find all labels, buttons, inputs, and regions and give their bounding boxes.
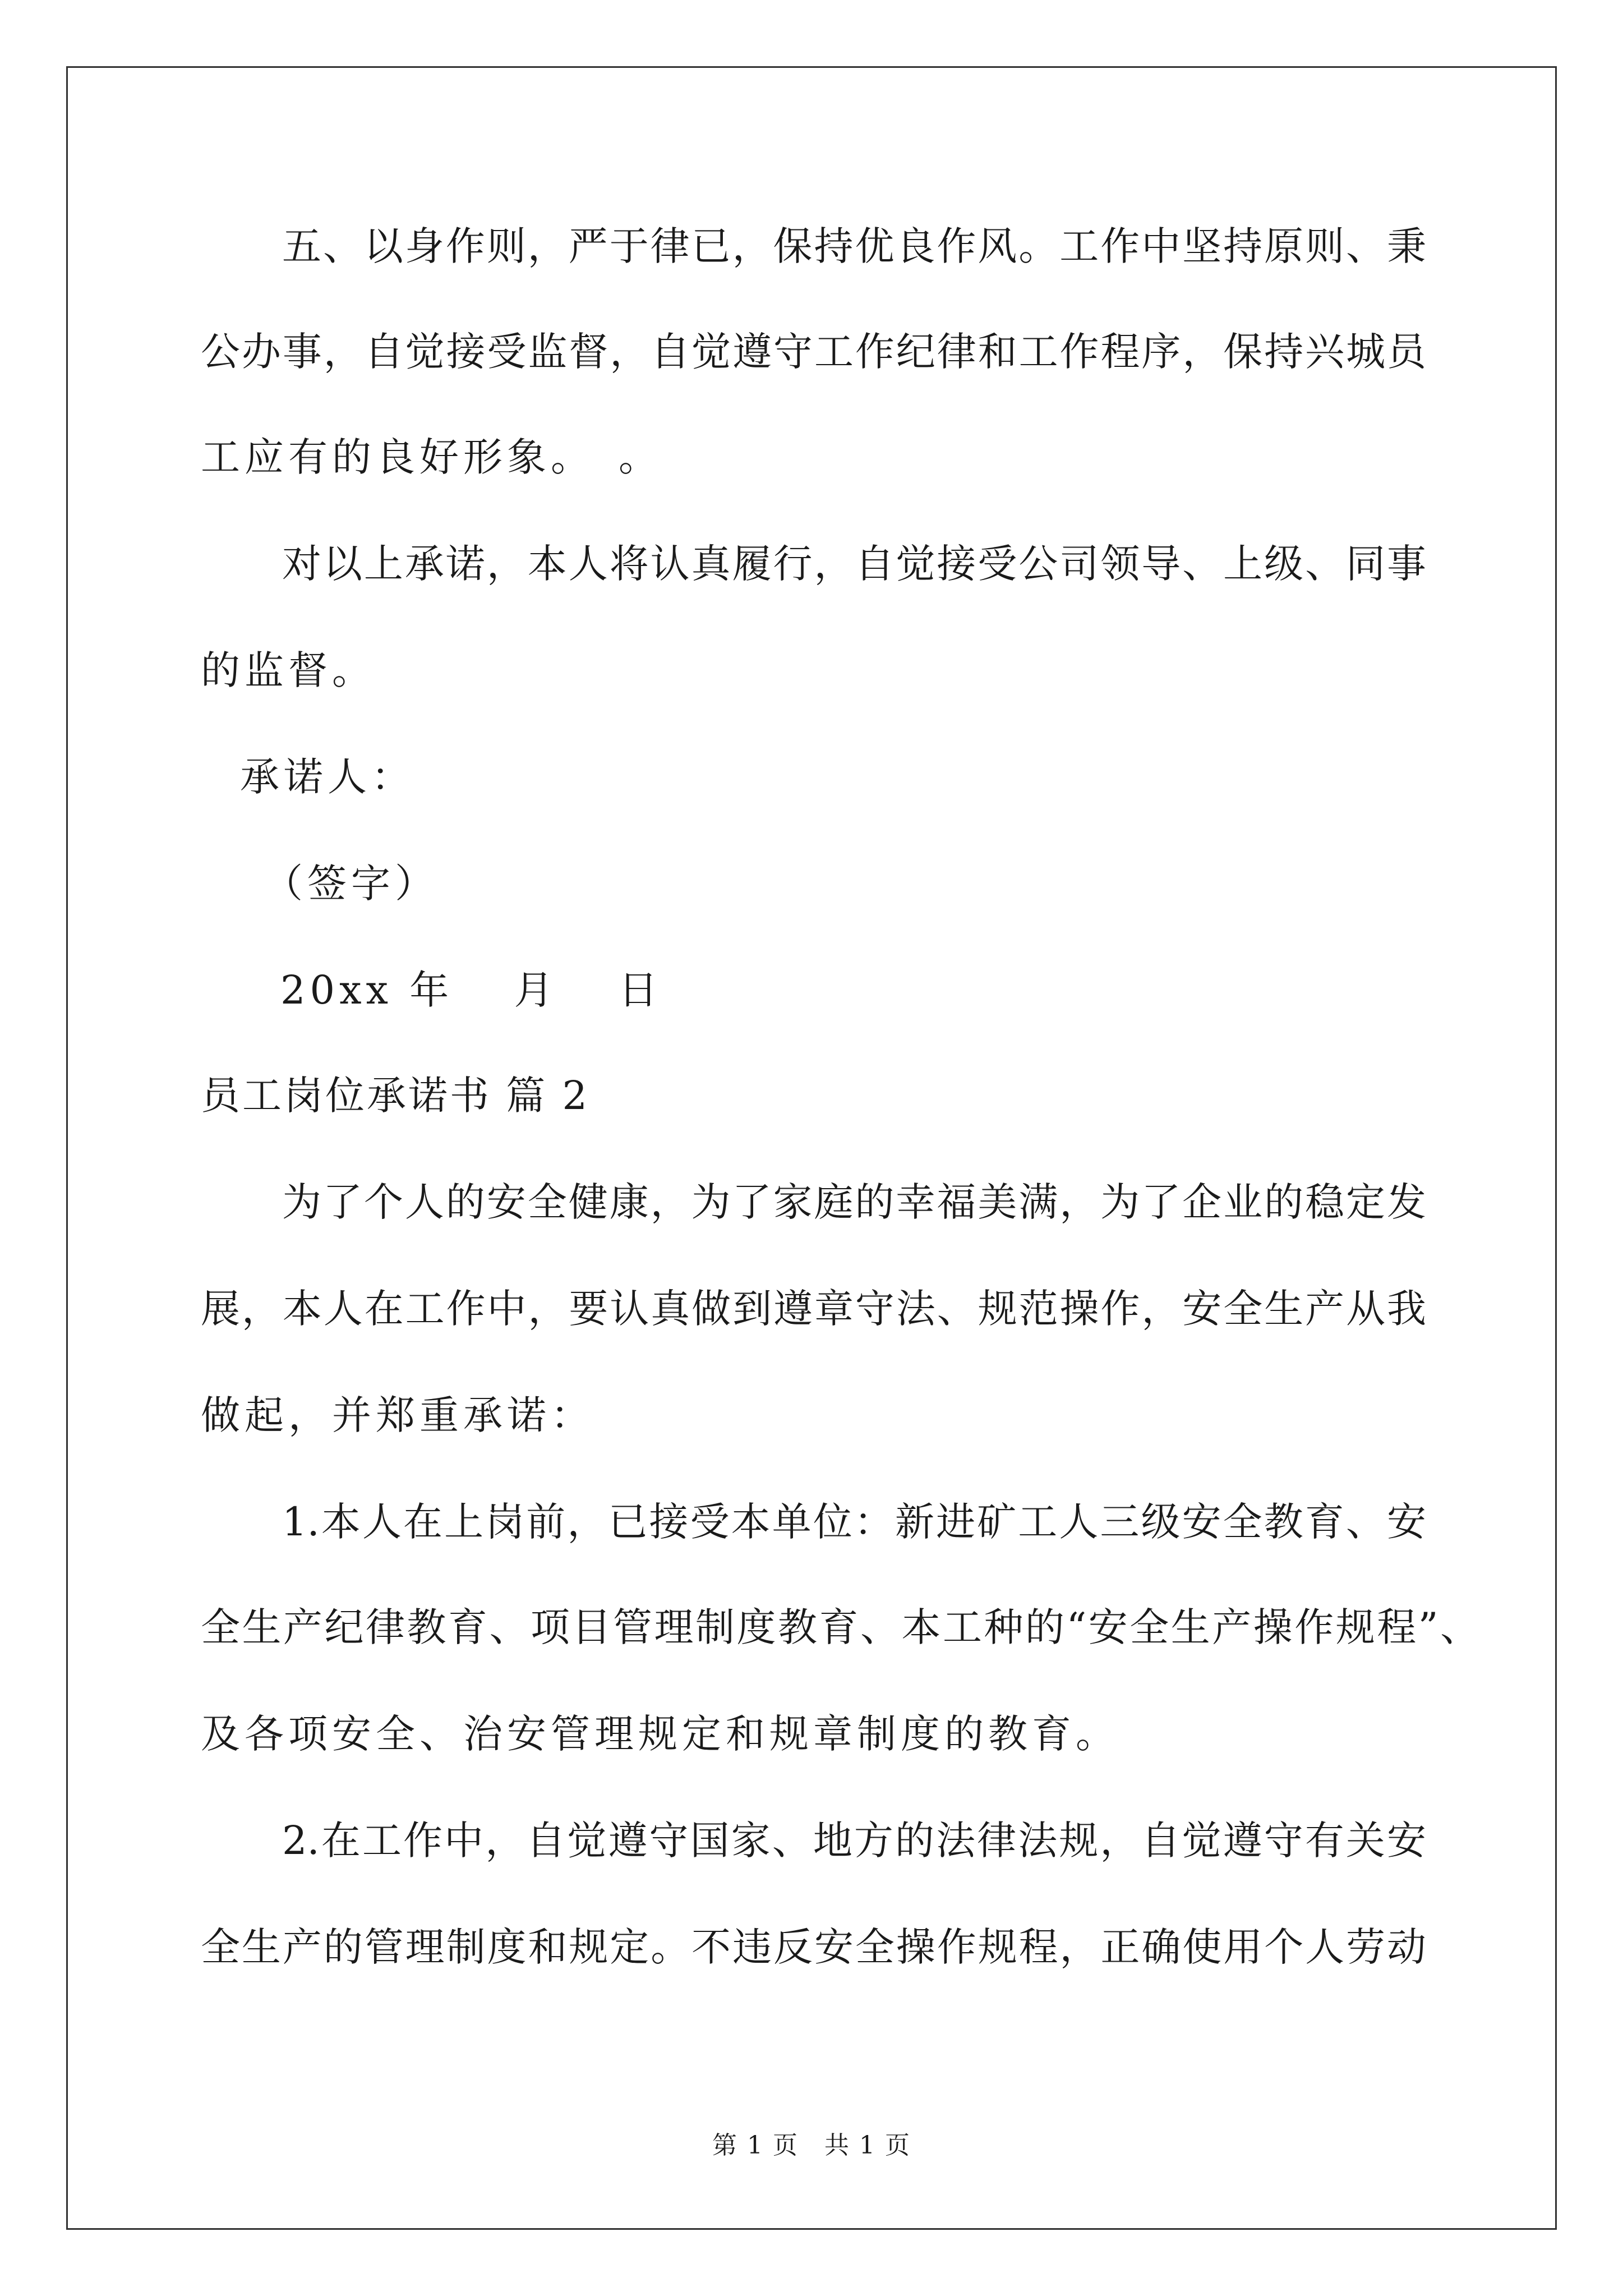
page-footer: 第 1 页 共 1 页 — [712, 2131, 911, 2160]
paragraph-line-8: 做起，并郑重承诺： — [201, 1392, 594, 1438]
paragraph-line-5: 的监督。 — [201, 647, 376, 693]
paragraph-line-11: 及各项安全、治安管理规定和规章制度的教育。 — [201, 1711, 1119, 1757]
paragraph-line-9: 1.本人在上岗前，已接受本单位：新进矿工人三级安全教育、安 — [282, 1499, 1426, 1545]
date-line: 20xx 年 月 日 — [280, 967, 662, 1013]
paragraph-line-12: 2.在工作中，自觉遵守国家、地方的法律法规，自觉遵守有关安 — [282, 1818, 1426, 1864]
paragraph-line-13: 全生产的管理制度和规定。不违反安全操作规程，正确使用个人劳动 — [201, 1924, 1426, 1970]
section-title: 员工岗位承诺书 篇 2 — [201, 1073, 590, 1119]
paragraph-line-10: 全生产纪律教育、项目管理制度教育、本工种的“安全生产操作规程”、 — [201, 1604, 1479, 1650]
paragraph-line-7: 展，本人在工作中，要认真做到遵章守法、规范操作，安全生产从我 — [201, 1286, 1426, 1332]
paragraph-line-4: 对以上承诺，本人将认真履行，自觉接受公司领导、上级、同事 — [282, 541, 1426, 587]
paragraph-line-1: 五、以身作则，严于律已，保持优良作风。工作中坚持原则、秉 — [282, 223, 1426, 269]
signatory-label: 承诺人： — [240, 754, 415, 800]
signature-note: （签字） — [264, 861, 439, 907]
paragraph-line-3: 工应有的良好形象。 。 — [201, 434, 662, 480]
page-border — [66, 66, 1557, 2230]
paragraph-line-2: 公办事，自觉接受监督，自觉遵守工作纪律和工作程序，保持兴城员 — [201, 329, 1426, 375]
paragraph-line-6: 为了个人的安全健康，为了家庭的幸福美满，为了企业的稳定发 — [282, 1179, 1426, 1225]
